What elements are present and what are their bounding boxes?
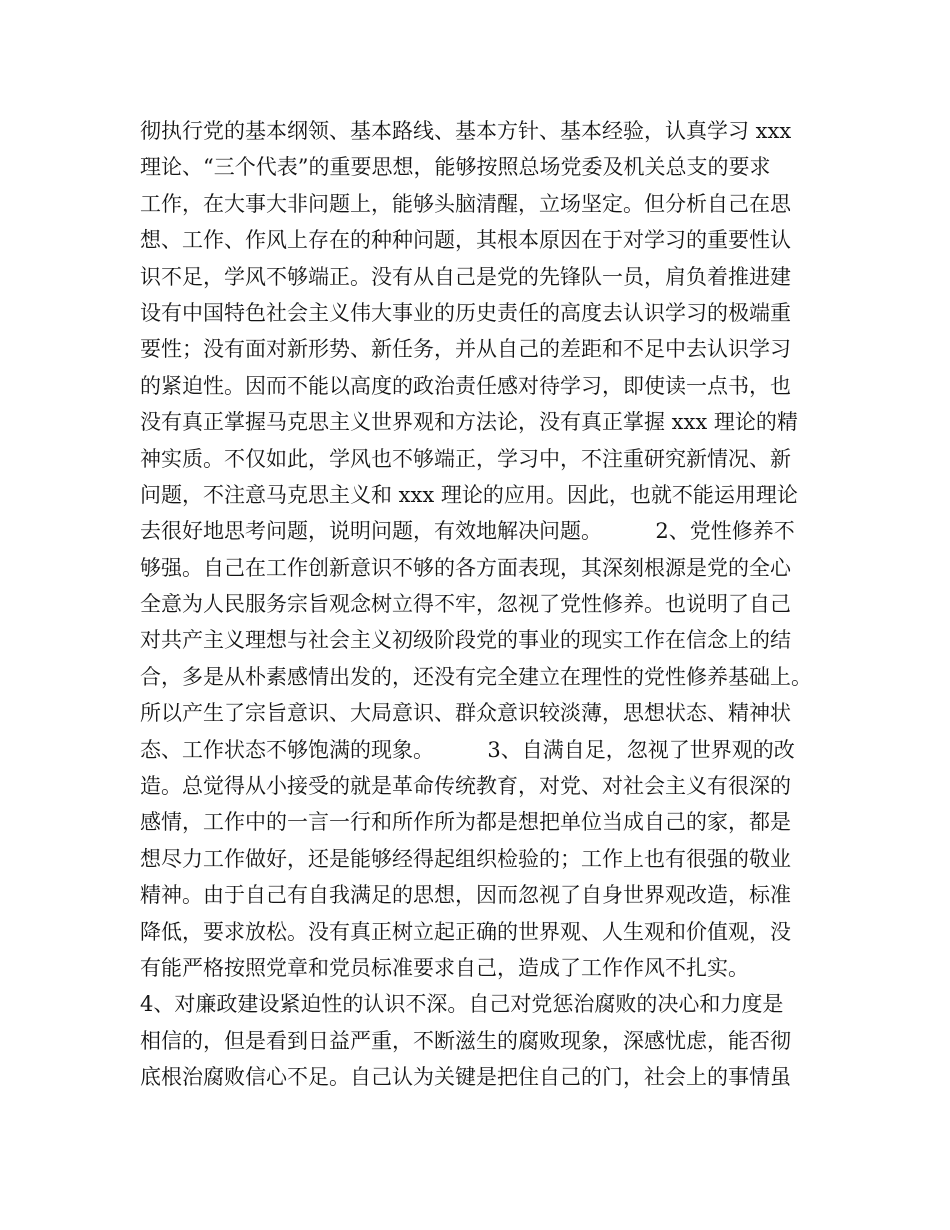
text-line: 对共产主义理想与社会主义初级阶段党的事业的现实工作在信念上的结 <box>140 628 791 653</box>
text-line: 工作，在大事大非问题上，能够头脑清醒，立场坚定。但分析自己在思 <box>140 191 791 216</box>
text-line: 的紧迫性。因而不能以高度的政治责任感对待学习，即使读一点书，也 <box>140 373 791 398</box>
body-text <box>140 113 830 1096</box>
text-line: 全意为人民服务宗旨观念树立得不牢，忽视了党性修养。也说明了自己 <box>140 592 791 617</box>
text-line: 有能严格按照党章和党员标准要求自己，造成了工作作风不扎实。 <box>140 955 749 980</box>
text-line: 识不足，学风不够端正。没有从自己是党的先锋队一员，肩负着推进建 <box>140 264 791 289</box>
text-line: 感情，工作中的一言一行和所作所为都是想把单位当成自己的家，都是 <box>140 810 791 835</box>
text-line: 所以产生了宗旨意识、大局意识、群众意识较淡薄，思想状态、精神状 <box>140 701 791 726</box>
text-line: 神实质。不仅如此，学风也不够端正，学习中，不注重研究新情况、新 <box>140 446 791 471</box>
text-line: 造。总觉得从小接受的就是革命传统教育，对党、对社会主义有很深的 <box>140 774 791 799</box>
text-line: 相信的，但是看到日益严重，不断滋生的腐败现象，深感忧虑，能否彻 <box>140 1028 791 1053</box>
text-line: 想尽力工作做好，还是能够经得起组织检验的；工作上也有很强的敬业 <box>140 846 791 871</box>
text-line: 去很好地思考问题，说明问题，有效地解决问题。 2、党性修养不 <box>140 519 795 544</box>
text-line: 底根治腐败信心不足。自己认为关键是把住自己的门，社会上的事情虽 <box>140 1065 791 1090</box>
text-line: 要性；没有面对新形势、新任务，并从自己的差距和不足中去认识学习 <box>140 337 791 362</box>
text-line: 想、工作、作风上存在的种种问题，其根本原因在于对学习的重要性认 <box>140 228 791 253</box>
text-line: 没有真正掌握马克思主义世界观和方法论，没有真正掌握 xxx 理论的精 <box>140 410 798 435</box>
text-line: 彻执行党的基本纲领、基本路线、基本方针、基本经验，认真学习 xxx <box>140 119 792 143</box>
text-line: 理论、“三个代表”的重要思想，能够按照总场党委及机关总支的要求 <box>140 155 771 180</box>
text-line: 问题，不注意马克思主义和 xxx 理论的应用。因此，也就不能运用理论 <box>140 482 798 507</box>
text-line: 合，多是从朴素感情出发的，还没有完全建立在理性的党性修养基础上。 <box>140 664 812 689</box>
text-line: 设有中国特色社会主义伟大事业的历史责任的高度去认识学习的极端重 <box>140 300 791 325</box>
text-line: 态、工作状态不够饱满的现象。 3、自满自足，忽视了世界观的改 <box>140 737 795 762</box>
text-line: 精神。由于自己有自我满足的思想，因而忽视了自身世界观改造，标准 <box>140 883 791 908</box>
text-line: 够强。自己在工作创新意识不够的各方面表现，其深刻根源是党的全心 <box>140 555 791 580</box>
text-line: 4、对廉政建设紧迫性的认识不深。自己对党惩治腐败的决心和力度是 <box>140 992 784 1017</box>
text-line: 降低，要求放松。没有真正树立起正确的世界观、人生观和价值观，没 <box>140 919 791 944</box>
